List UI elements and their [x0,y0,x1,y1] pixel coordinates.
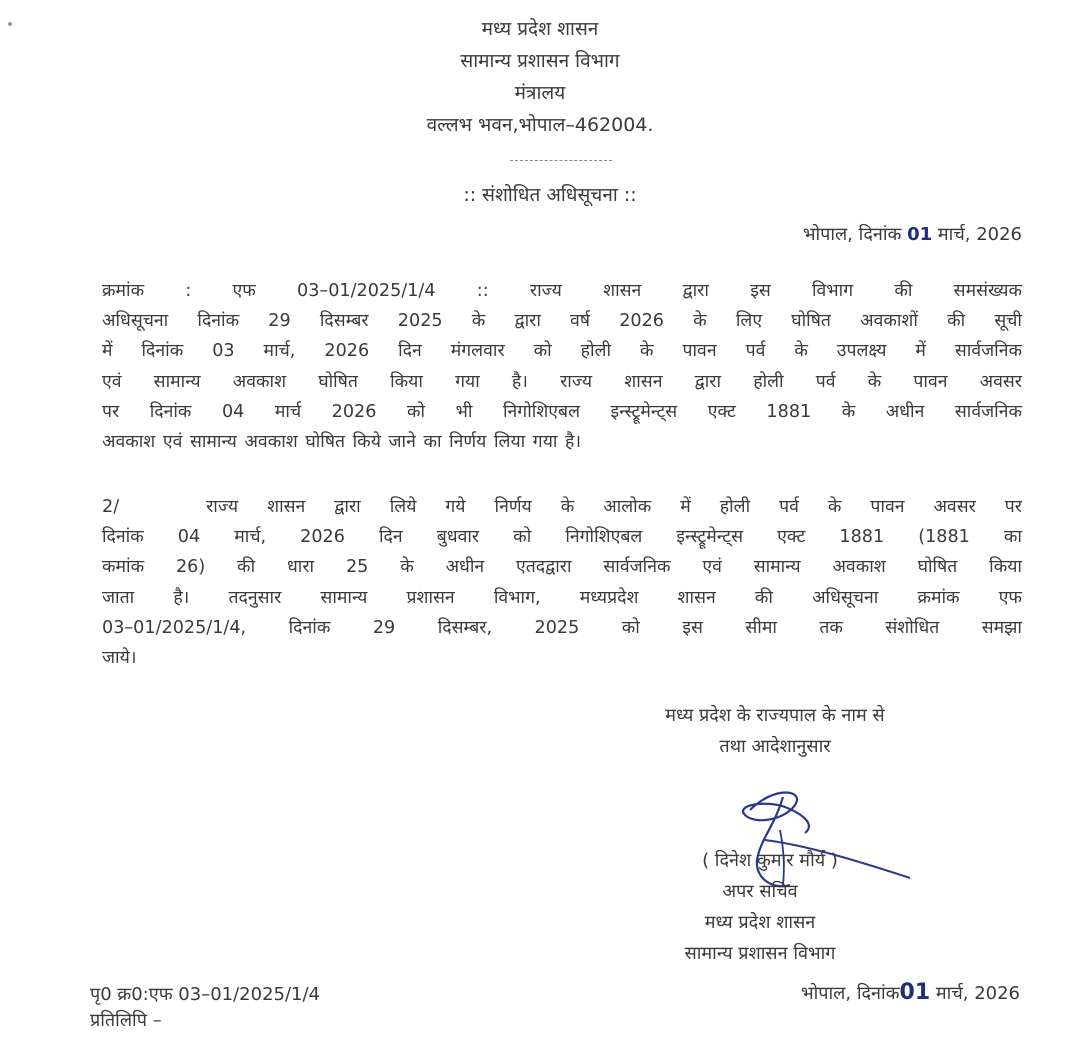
signatory-org-2: सामान्य प्रशासन विभाग [684,943,836,964]
signatory-designation: अपर सचिव [722,881,798,902]
signatory-org-1: मध्य प्रदेश शासन [704,912,816,933]
paragraph-1-line: में दिनांक 03 मार्च, 2026 दिन मंगलवार को होली के पावन पर्व के उपलक्ष्य में सार्वजनिक [102,341,1022,362]
date-bottom-suffix: मार्च, 2026 [935,983,1020,1004]
header-ministry: मंत्रालय [514,82,566,104]
header-department: सामान्य प्रशासन विभाग [460,50,620,72]
authority-block [560,700,990,762]
footer-copy-label: प्रतिलिपि – [90,1010,162,1031]
paragraph-1-line: क्रमांक : एफ 03–01/2025/1/4 :: राज्य शासन द्वारा इस विभाग की समसंख्यक [102,281,1022,301]
paragraph-1-line: पर दिनांक 04 मार्च 2026 को भी निगोशिएबल इन्स्ट्रूमेन्ट्स एक्ट 1881 के अधीन सार्वजनिक [102,401,1022,422]
date-top-suffix: मार्च, 2026 [937,224,1022,245]
signatory-name: ( दिनेश कुमार मौर्य ) [702,850,838,871]
date-bottom [801,980,1020,1005]
date-bottom-prefix: भोपाल, दिनांक [800,983,900,1004]
signatory-block [620,845,920,969]
notification-title: :: संशोधित अधिसूचना :: [463,184,637,206]
date-top-day-handwritten: 01 [907,224,933,245]
footer-reference: पृ0 क्र0:एफ 03–01/2025/1/4 [90,984,321,1005]
header-separator [510,160,612,161]
paragraph-2-line: कमांक 26) की धारा 25 के अधीन एतदद्वारा सार्वजनिक एवं सामान्य अवकाश घोषित किया [102,557,1022,578]
paragraph-2-line: 03–01/2025/1/4, दिनांक 29 दिसम्बर, 2025 को इस सीमा तक संशोधित समझा [102,617,1022,638]
paragraph-2-line: जाये। [102,648,137,669]
date-top [803,222,1022,246]
header-address: वल्लभ भवन,भोपाल–462004. [426,114,654,136]
paragraph-2 [102,492,1022,673]
paragraph-2-line: जाता है। तदनुसार सामान्य प्रशासन विभाग, मध्यप्रदेश शासन की अधिसूचना क्रमांक एफ [102,587,1022,608]
authority-line-2: तथा आदेशानुसार [719,736,831,757]
paragraph-2-line: 2/ राज्य शासन द्वारा लिये गये निर्णय के आलोक में होली पर्व के पावन अवसर पर [102,497,1022,517]
date-top-prefix: भोपाल, दिनांक [802,224,902,245]
date-bottom-day-handwritten: 01 [899,980,931,1005]
footer-left [90,982,320,1034]
paragraph-1-line: एवं सामान्य अवकाश घोषित किया गया है। राज्य शासन द्वारा होली पर्व के पावन अवसर [102,371,1022,392]
paragraph-1-line: अवकाश एवं सामान्य अवकाश घोषित किये जाने का निर्णय लिया गया है। [102,432,582,453]
header-govt: मध्य प्रदेश शासन [481,18,599,40]
paragraph-1-line: अधिसूचना दिनांक 29 दिसम्बर 2025 के द्वारा वर्ष 2026 के लिए घोषित अवकाशों की सूची [102,311,1022,332]
paragraph-2-line: दिनांक 04 मार्च, 2026 दिन बुधवार को निगोशिएबल इन्स्ट्रूमेन्ट्स एक्ट 1881 (1881 का [102,527,1022,548]
authority-line-1: मध्य प्रदेश के राज्यपाल के नाम से [665,705,885,726]
paragraph-1 [102,276,1022,457]
